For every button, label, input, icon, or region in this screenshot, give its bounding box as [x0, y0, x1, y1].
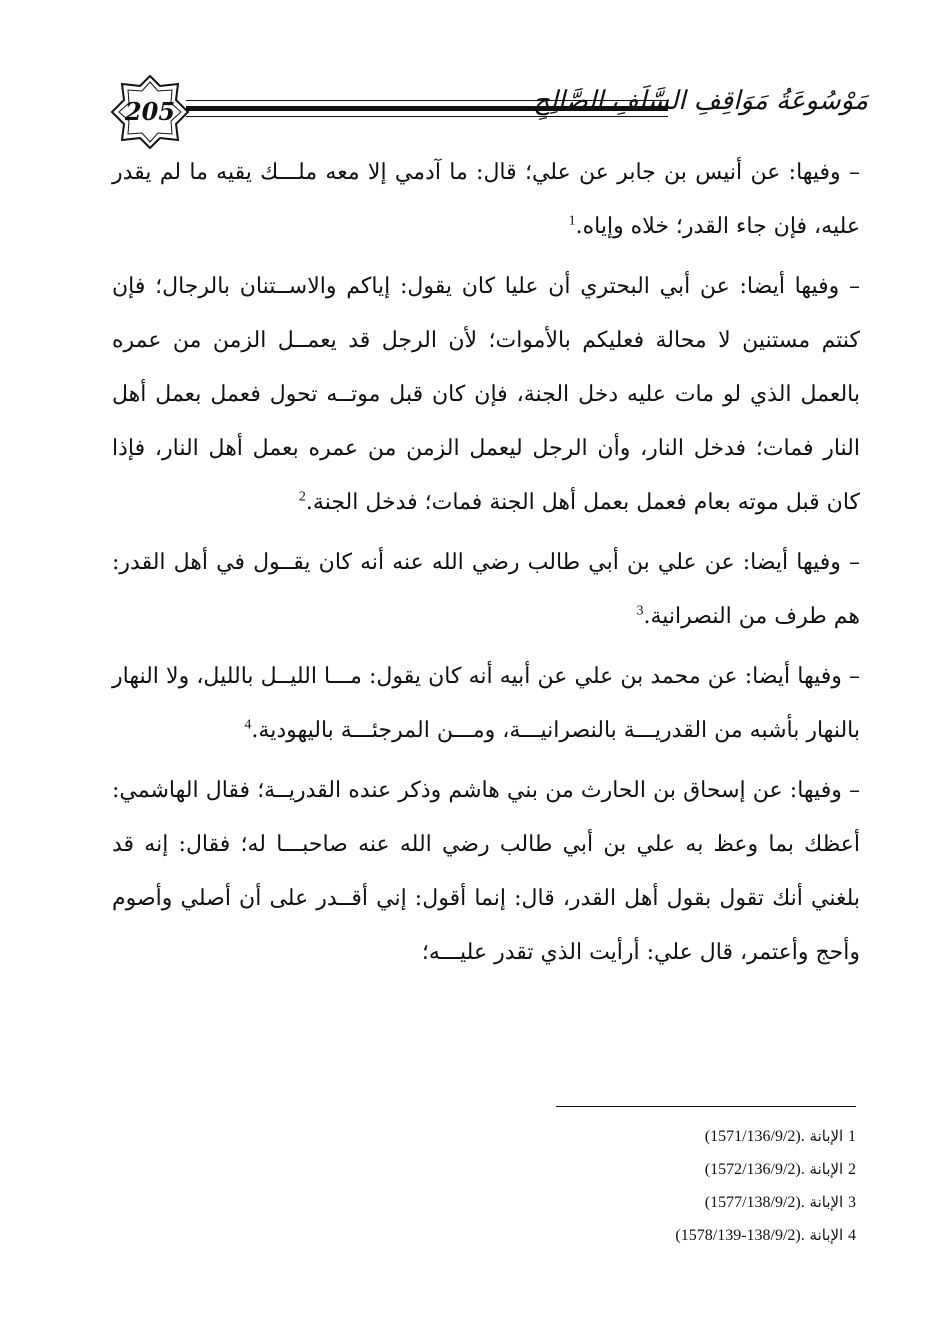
series-title: مَوْسُوعَةُ مَوَاقِفِ السَّلَفِ الصَّالِحِ [533, 86, 868, 116]
paragraph-text: – وفيها: عن إسحاق بن الحارث من بني هاشم وذكر عنده القدريــة؛ فقال الهاشمي: أعظك بما وعظ به علي بن أبي طالب رضي الله عنه صاحبـــا له؛ فقال: إنه قد بلغني أنك تقول بقول أهل القدر، قال: إنما أقول: إني أقــدر على أن أصلي وأصوم وأحج وأعتمر، قال علي: أرأيت الذي تقدر عليـــه؛ [112, 778, 860, 965]
main-text [112, 146, 860, 986]
paragraph-text: – وفيها أيضا: عن أبي البحتري أن عليا كان يقول: إياكم والاســتنان بالرجال؛ فإن كنتم مستنين لا محالة فعليكم بالأموات؛ لأن الرجل قد يعمــل الزمن من عمره بالعمل الذي لو مات عليه دخل الجنة، فإن كان قبل موتــه تحول فعمل بعمل أهل النار فمات؛ فدخل النار، وأن الرجل ليعمل الزمن من عمره بعمل أهل النار، فإذا كان قبل موته بعام فعمل بعمل أهل الجنة فمات؛ فدخل الجنة. [112, 274, 860, 515]
footnote-reference: (1577/138/9/2). [704, 1194, 805, 1211]
footnotes [480, 1120, 856, 1252]
footnote-number: 2 [848, 1161, 856, 1178]
header-rule-bottom [186, 116, 668, 117]
footnote-number: 3 [848, 1194, 856, 1211]
footnote-number: 1 [848, 1128, 856, 1145]
paragraph [112, 650, 860, 758]
footnote [480, 1186, 856, 1219]
footnote-reference: (1572/136/9/2). [704, 1161, 805, 1178]
footnote-marker: 3 [636, 603, 644, 619]
paragraph-text: – وفيها أيضا: عن محمد بن علي عن أبيه أنه كان يقول: مـــا الليــل بالليل، ولا النهار بالنهار بأشبه من القدريـــة بالنصرانيـــة، ومـــن المرجئـــة باليهودية. [112, 664, 860, 743]
footnote-number: 4 [848, 1227, 856, 1244]
footnote-marker: 1 [568, 213, 576, 229]
paragraph-text: – وفيها أيضا: عن علي بن أبي طالب رضي الله عنه أنه كان يقــول في أهل القدر: هم طرف من النصرانية. [112, 550, 860, 629]
footnote [480, 1153, 856, 1186]
footnote-source: الإبانة [809, 1193, 844, 1211]
footnote [480, 1120, 856, 1153]
footnote-marker: 2 [298, 489, 306, 505]
footnote-marker: 4 [244, 717, 252, 733]
paragraph [112, 536, 860, 644]
page-number: 205 [124, 97, 176, 126]
footnote [480, 1219, 856, 1252]
footnote-reference: (1571/136/9/2). [704, 1128, 805, 1145]
footnote-source: الإبانة [809, 1127, 844, 1145]
paragraph [112, 260, 860, 530]
paragraph [112, 146, 860, 254]
footnote-source: الإبانة [809, 1160, 844, 1178]
paragraph [112, 764, 860, 980]
footnote-reference: (1578/139-138/9/2). [675, 1227, 805, 1244]
page-header [108, 72, 868, 152]
footnote-separator [556, 1106, 856, 1107]
footnote-source: الإبانة [809, 1226, 844, 1244]
paragraph-text: – وفيها: عن أنيس بن جابر عن علي؛ قال: ما آدمي إلا معه ملـــك يقيه ما لم يقدر عليه، فإن جاء القدر؛ خلاه وإياه. [112, 160, 860, 239]
